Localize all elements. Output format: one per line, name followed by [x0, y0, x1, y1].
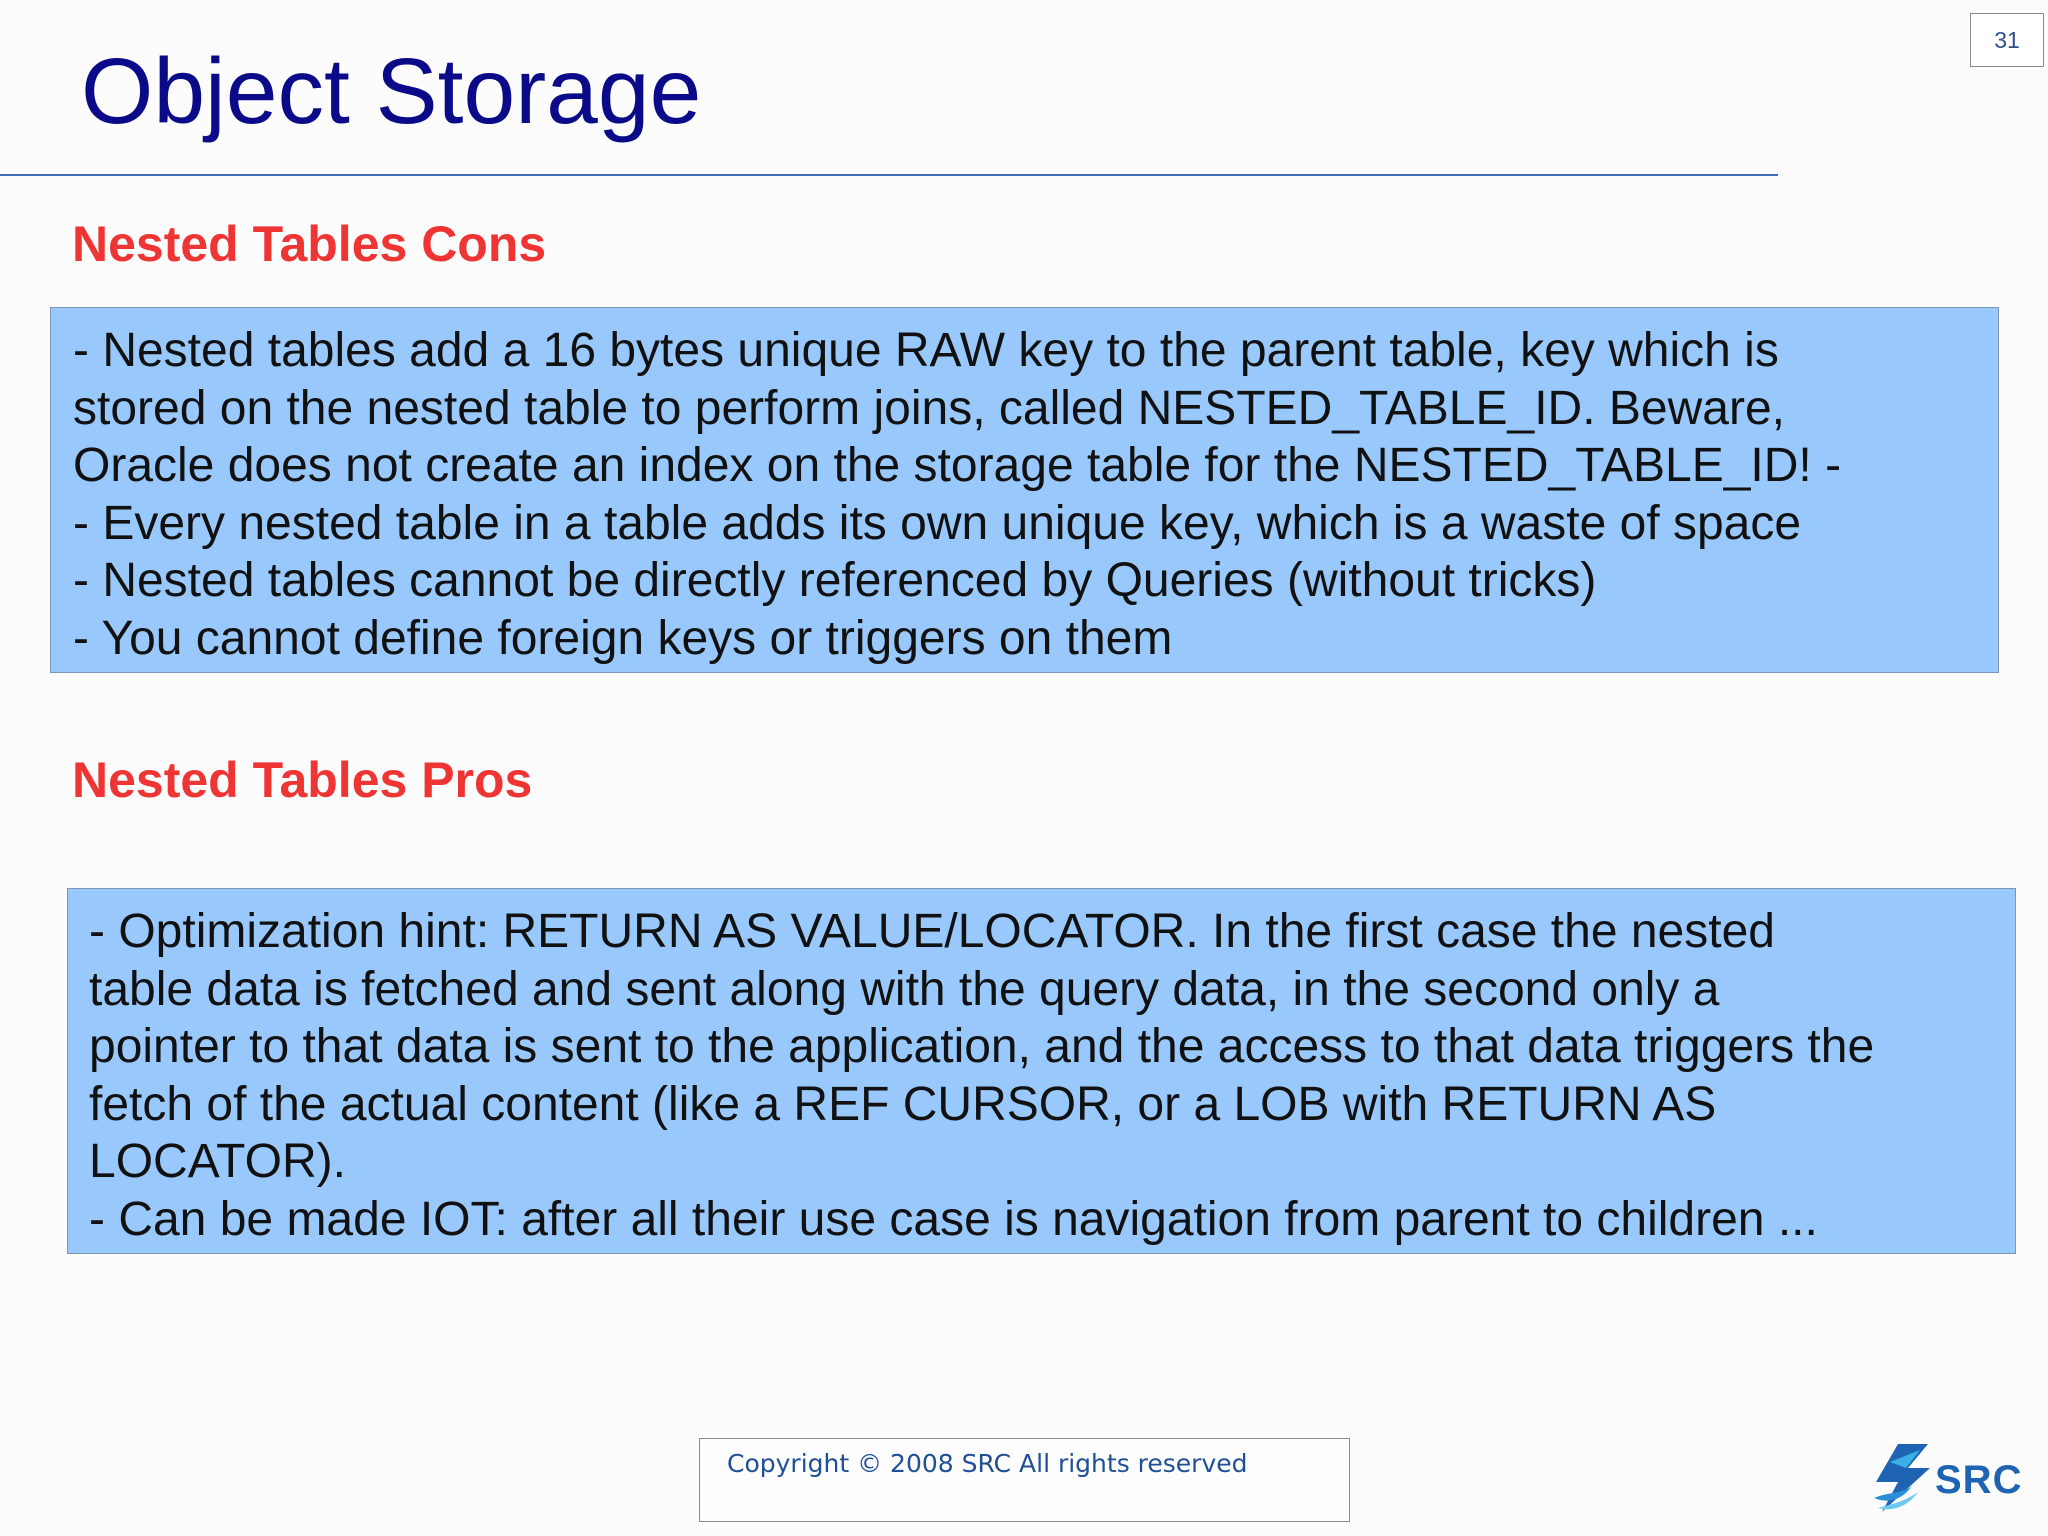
pros-text-box	[67, 888, 2016, 1254]
pros-line: pointer to that data is sent to the application, and the access to that data triggers the	[89, 1020, 1875, 1073]
cons-heading: Nested Tables Cons	[72, 216, 547, 272]
src-logo	[1868, 1438, 2048, 1516]
logo-text: SRC	[1935, 1458, 2023, 1502]
pros-heading: Nested Tables Pros	[72, 752, 533, 808]
pros-line: - Optimization hint: RETURN AS VALUE/LOCATOR. In the first case the nested	[89, 905, 1775, 958]
page-number: 31	[1970, 13, 2044, 67]
cons-line: - Nested tables add a 16 bytes unique RAW key to the parent table, key which is	[73, 324, 1779, 377]
pros-line: table data is fetched and sent along with the query data, in the second only a	[89, 962, 1720, 1016]
cons-line: - Nested tables cannot be directly referenced by Queries (without tricks)	[73, 554, 1597, 607]
cons-line: stored on the nested table to perform joins, called NESTED_TABLE_ID. Beware,	[73, 381, 1785, 435]
title-divider	[0, 174, 1778, 176]
pros-line: - Can be made IOT: after all their use case is navigation from parent to children ...	[89, 1192, 1818, 1246]
pros-line: LOCATOR).	[89, 1135, 346, 1188]
copyright-footer	[699, 1438, 1350, 1522]
cons-line: - Every nested table in a table adds its own unique key, which is a waste of space	[73, 496, 1802, 550]
cons-line: Oracle does not create an index on the storage table for the NESTED_TABLE_ID! -	[73, 439, 1842, 492]
pros-line: fetch of the actual content (like a REF CURSOR, or a LOB with RETURN AS	[89, 1077, 1717, 1131]
cons-text-box	[50, 307, 1999, 673]
cons-line: - You cannot define foreign keys or triggers on them	[73, 611, 1173, 665]
slide-title: Object Storage	[81, 39, 702, 143]
copyright-text: Copyright © 2008 SRC All rights reserved	[727, 1449, 1248, 1478]
src-logo-icon	[1868, 1438, 1938, 1516]
